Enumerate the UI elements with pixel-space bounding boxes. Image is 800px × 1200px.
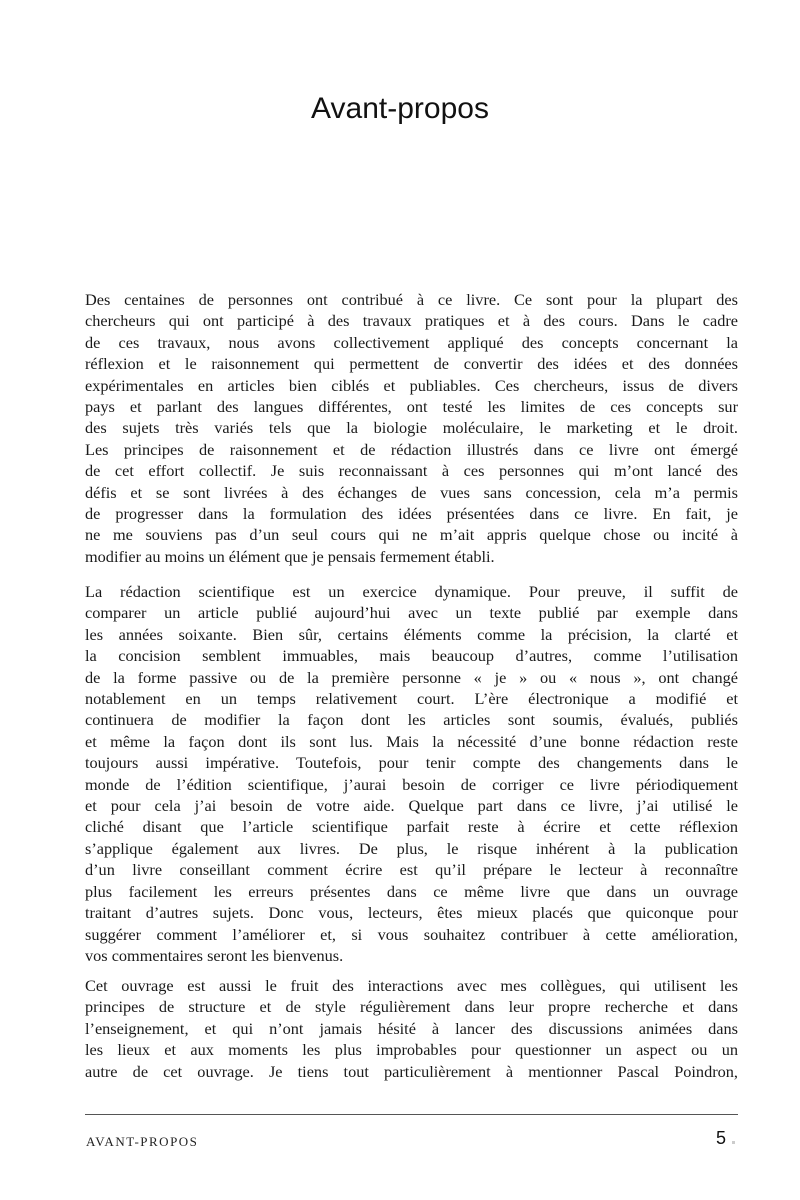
text-line: autre de cet ouvrage. Je tiens tout particulièrement à mentionner Pascal Poindron, [85,1061,738,1081]
text-line: traitant d’autres sujets. Donc vous, lecteurs, êtes mieux placés que quiconque pour [85,903,738,923]
text-line: cliché disant que l’article scientifique parfait reste à écrire et cette réflexion [85,817,738,837]
text-line: vos commentaires seront les bienvenus. [85,945,344,965]
paragraph-3 [85,975,738,1082]
text-line: Des centaines de personnes ont contribué à ce livre. Ce sont pour la plupart des [85,290,738,309]
text-line: de progresser dans la formulation des idées présentées dans ce livre. En fait, je [85,504,738,524]
text-line: l’enseignement, et qui n’ont jamais hésité à lancer des discussions animées dans [85,1018,738,1038]
text-line: la concision semblent immuables, mais beaucoup d’autres, comme l’utilisation [85,646,738,666]
text-line: Cet ouvrage est aussi le fruit des interactions avec mes collègues, qui utilisent les [85,976,738,995]
page-number: 5 [716,1128,727,1148]
text-line: et pour cela j’ai besoin de votre aide. Quelque part dans ce livre, j’ai utilisé le [85,796,738,816]
page-title: Avant-propos [311,92,489,125]
footer-rule [85,1114,738,1115]
text-line: s’applique également aux livres. De plus, le risque inhérent à la publication [85,838,738,858]
text-line: réflexion et le raisonnement qui permettent de convertir des idées et des données [85,354,738,374]
text-line: les lieux et aux moments les plus improbables pour questionner un aspect ou un [85,1040,738,1060]
text-line: de cet effort collectif. Je suis reconnaissant à ces personnes qui m’ont lancé des [85,461,738,481]
text-line: des sujets très variés tels que la biologie moléculaire, le marketing et le droit. [85,418,738,438]
text-line: expérimentales en articles bien ciblés et publiables. Ces chercheurs, issus de divers [85,375,738,395]
text-line: pays et parlant des langues différentes, ont testé les limites de ces concepts sur [85,397,738,417]
text-line: Les principes de raisonnement et de rédaction illustrés dans ce livre ont émergé [85,439,738,459]
text-line: modifier au moins un élément que je pensais fermement établi. [85,546,495,566]
text-line: notablement en un temps relativement court. L’ère électronique a modifié et [85,689,738,709]
text-line: ne me souviens pas d’un seul cours qui ne m’ait appris quelque chose ou incité à [85,525,738,545]
text-line: de la forme passive ou de la première personne « je » ou « nous », ont changé [85,667,738,687]
text-line: et même la façon dont ils sont lus. Mais la nécessité d’une bonne rédaction reste [85,731,738,751]
text-line: chercheurs qui ont participé à des travaux pratiques et à des cours. Dans le cadre [85,311,738,331]
text-line: principes de structure et de style régulièrement dans leur propre recherche et dans [85,997,738,1017]
text-line: défis et se sont livrées à des échanges de vues sans concession, cela m’a permis [85,482,738,502]
text-line: continuera de modifier la façon dont les articles sont soumis, évalués, publiés [85,710,738,730]
text-line: La rédaction scientifique est un exercice dynamique. Pour preuve, il suffit de [85,582,738,601]
text-line: de ces travaux, nous avons collectivement appliqué des concepts concernant la [85,332,738,352]
text-line: toujours aussi impérative. Toutefois, pour tenir compte des changements dans le [85,753,738,773]
running-head: AVANT-PROPOS [86,1134,199,1149]
text-line: suggérer comment l’améliorer et, si vous souhaitez contribuer à cette amélioration, [85,924,738,944]
text-line: comparer un article publié aujourd’hui avec un texte publié par exemple dans [85,603,738,623]
paragraph-1 [85,289,738,567]
paragraph-2 [85,581,738,966]
text-line: monde de l’édition scientifique, j’aurai besoin de corriger ce livre périodiquement [85,774,738,794]
text-line: d’un livre conseillant comment écrire est qu’il prépare le lecteur à reconnaître [85,860,738,880]
text-line: les années soixante. Bien sûr, certains éléments comme la précision, la clarté et [85,624,738,644]
page-marker-dot [732,1141,735,1144]
text-line: plus facilement les erreurs présentes dans ce même livre que dans un ouvrage [85,881,738,901]
